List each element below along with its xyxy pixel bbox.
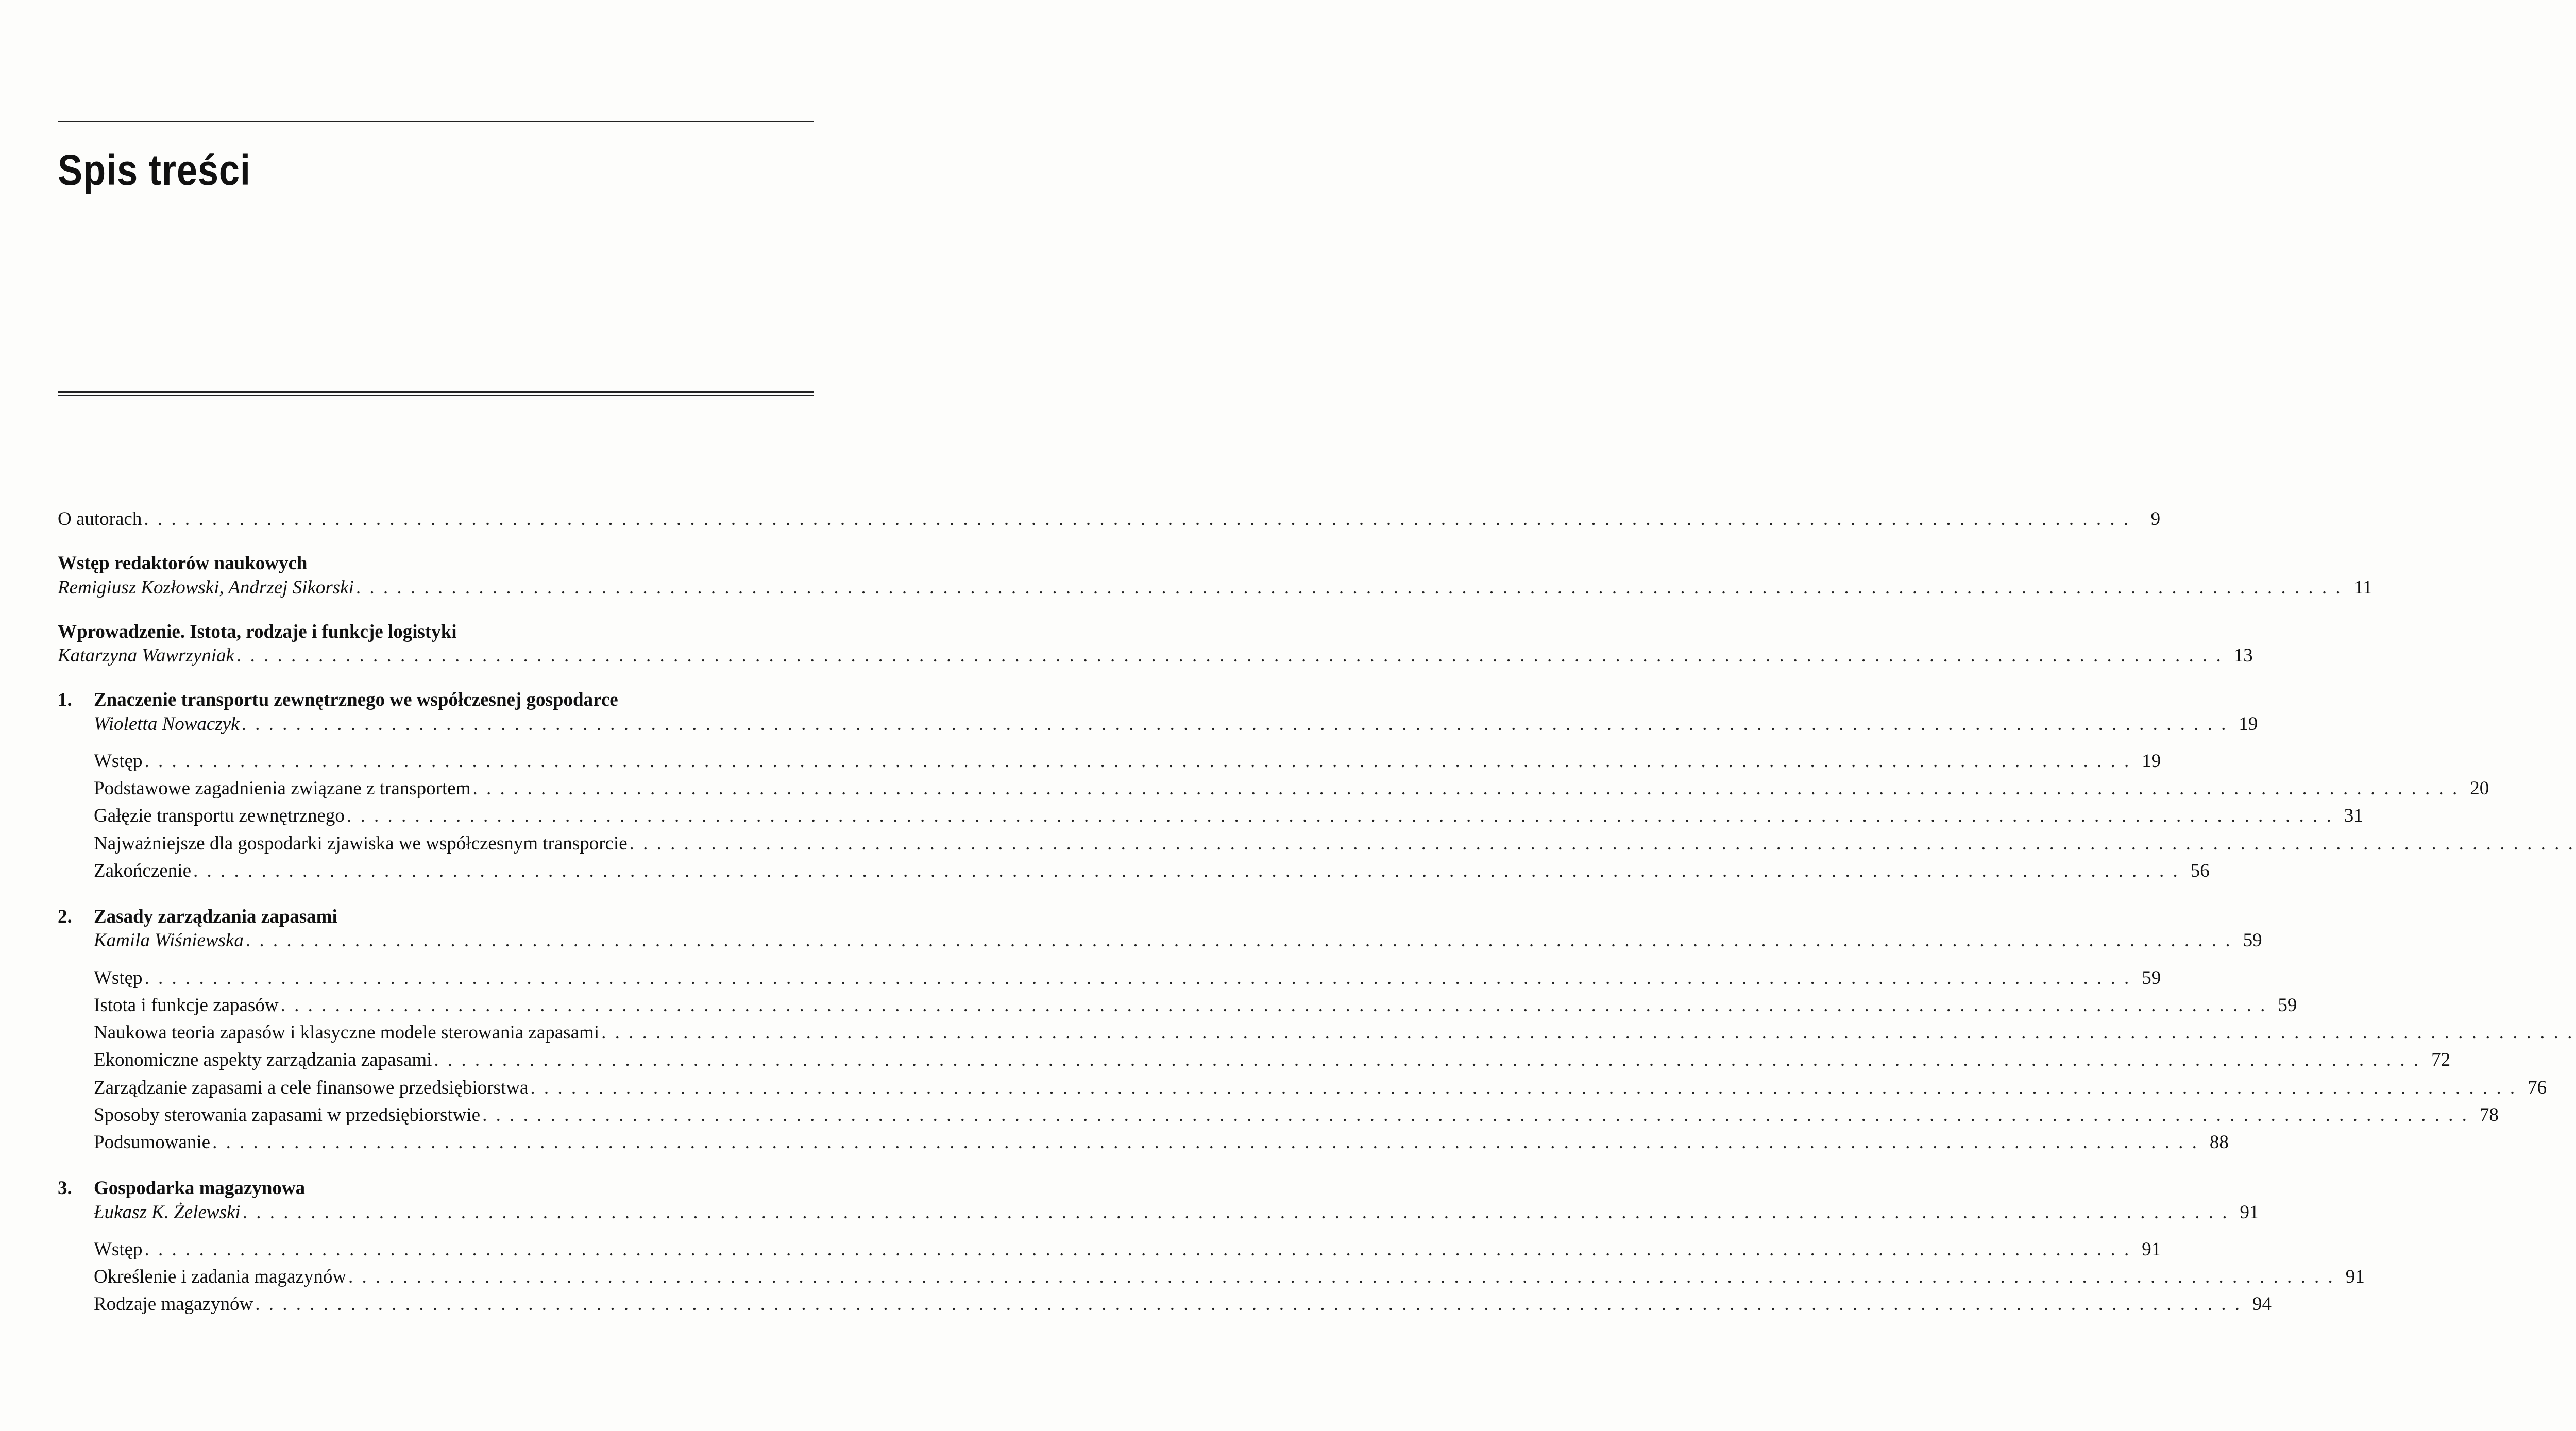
section-item xyxy=(94,1290,2272,1318)
section-title: Ekonomiczne aspekty zarządzania zapasami xyxy=(94,1049,432,1071)
leader-dots xyxy=(242,712,2228,736)
section-item xyxy=(94,1129,2229,1156)
section-item xyxy=(94,1019,814,1046)
double-rule xyxy=(58,391,814,396)
section-title: Zarządzanie zapasami a cele finansowe przedsiębiorstwa xyxy=(94,1077,529,1098)
section-item xyxy=(94,857,2210,884)
leader-dots xyxy=(482,1101,2469,1129)
section-item xyxy=(94,1236,2161,1263)
leader-dots xyxy=(630,830,2576,857)
leader-dots xyxy=(348,1263,2335,1290)
page-number: 72 xyxy=(2431,1049,2451,1071)
chapter-author: Kamila Wiśniewska xyxy=(94,930,244,951)
leader-dots xyxy=(145,964,2131,992)
leader-dots xyxy=(145,1236,2131,1263)
page-number: 9 xyxy=(2150,508,2161,530)
page-number: 56 xyxy=(2190,860,2210,881)
entry-author: Remigiusz Kozłowski, Andrzej Sikorski xyxy=(58,576,354,598)
entry-title: Wstęp redaktorów naukowych xyxy=(58,553,308,574)
section-title: Gałęzie transportu zewnętrznego xyxy=(94,805,345,827)
chapter-author: Łukasz K. Żelewski xyxy=(94,1201,241,1223)
section-title: Wstęp xyxy=(94,967,143,989)
section-item xyxy=(94,775,2489,802)
chapter-number: 2. xyxy=(58,906,72,928)
section-item xyxy=(94,964,2161,992)
toc-chapter-2 xyxy=(58,905,2547,1156)
entry-author: Katarzyna Wawrzyniak xyxy=(58,645,234,666)
section-title: Zakończenie xyxy=(94,860,191,881)
section-title: Wstęp xyxy=(94,750,143,772)
leader-dots xyxy=(145,747,2131,775)
chapter-number: 3. xyxy=(58,1178,72,1199)
toc-line xyxy=(94,1201,2259,1224)
chapter-author: Wioletta Nowaczyk xyxy=(94,713,240,735)
toc-heading-line xyxy=(94,688,2258,712)
section-title: Określenie i zadania magazynów xyxy=(94,1266,347,1288)
section-list xyxy=(58,1236,2365,1318)
chapter-body xyxy=(94,1177,2259,1224)
toc-entry-introduction xyxy=(58,620,2253,668)
page-number: 59 xyxy=(2142,967,2161,989)
toc-heading-line xyxy=(58,620,814,644)
chapter-title: Zasady zarządzania zapasami xyxy=(94,906,337,928)
page-number: 78 xyxy=(2479,1104,2499,1126)
toc-line xyxy=(58,507,2161,531)
toc-line xyxy=(58,576,2372,600)
leader-dots xyxy=(243,1201,2229,1224)
section-list xyxy=(58,747,2489,884)
leader-dots xyxy=(236,644,2223,668)
leader-dots xyxy=(530,1074,2517,1101)
entry-title: Wprowadzenie. Istota, rodzaje i funkcje logistyki xyxy=(58,621,457,642)
page-number: 88 xyxy=(2209,1132,2229,1153)
section-title: Najważniejsze dla gospodarki zjawiska we współczesnym transporcie xyxy=(94,832,628,854)
page-number: 59 xyxy=(2278,994,2297,1016)
section-title: Naukowa teoria zapasów i klasyczne modele sterowania zapasami xyxy=(94,1022,600,1044)
page-number: 20 xyxy=(2470,778,2489,799)
chapter-number: 1. xyxy=(58,689,72,711)
section-title: Sposoby sterowania zapasami w przedsiębiorstwie xyxy=(94,1104,481,1126)
page-number: 76 xyxy=(2528,1077,2547,1098)
leader-dots xyxy=(212,1129,2199,1156)
leader-dots xyxy=(193,857,2180,884)
toc-entry-editors-intro xyxy=(58,552,2372,600)
section-item xyxy=(94,1046,2451,1074)
leader-dots xyxy=(601,1019,2576,1046)
toc-chapter-3 xyxy=(58,1177,2365,1318)
page-number: 13 xyxy=(2233,645,2253,666)
leader-dots xyxy=(434,1046,2420,1074)
toc-heading-line xyxy=(94,1177,2259,1200)
section-title: Rodzaje magazynów xyxy=(94,1293,253,1315)
section-item xyxy=(94,802,2363,829)
page-number: 91 xyxy=(2240,1201,2259,1223)
page-number: 91 xyxy=(2142,1238,2161,1260)
chapter-body xyxy=(94,905,2262,953)
page-number: 59 xyxy=(2243,930,2262,951)
section-item xyxy=(94,830,814,857)
leader-dots xyxy=(144,507,2130,531)
toc-entry-authors xyxy=(58,507,2161,531)
leader-dots xyxy=(356,576,2343,600)
chapter-head xyxy=(58,688,2258,736)
section-item xyxy=(94,1263,2365,1290)
section-item xyxy=(94,1101,2499,1129)
chapter-title: Znaczenie transportu zewnętrznego we współczesnej gospodarce xyxy=(94,689,618,711)
section-title: Podsumowanie xyxy=(94,1132,211,1153)
page-number: 11 xyxy=(2353,576,2372,598)
toc-heading-line xyxy=(94,905,2262,929)
toc-heading-line xyxy=(58,552,814,575)
page-title: Spis treści xyxy=(58,146,251,194)
table-of-contents xyxy=(58,507,2547,1339)
toc-line xyxy=(94,929,2262,952)
page-number: 91 xyxy=(2345,1266,2365,1288)
section-item xyxy=(94,992,2297,1019)
chapter-body xyxy=(94,688,2258,736)
leader-dots xyxy=(255,1290,2242,1318)
leader-dots xyxy=(281,992,2267,1019)
chapter-head xyxy=(58,905,2262,953)
section-list xyxy=(58,964,2547,1156)
leader-dots xyxy=(472,775,2459,802)
top-rule xyxy=(58,121,814,122)
page-number: 31 xyxy=(2344,805,2363,827)
section-title: Wstęp xyxy=(94,1238,143,1260)
chapter-head xyxy=(58,1177,2259,1224)
page-number: 19 xyxy=(2239,713,2258,735)
leader-dots xyxy=(246,929,2232,952)
section-item xyxy=(94,1074,2547,1101)
chapter-title: Gospodarka magazynowa xyxy=(94,1178,306,1199)
page-number: 19 xyxy=(2142,750,2161,772)
entry-title: O autorach xyxy=(58,508,142,530)
toc-chapter-1 xyxy=(58,688,2489,884)
toc-line xyxy=(94,712,2258,736)
section-title: Istota i funkcje zapasów xyxy=(94,994,279,1016)
section-title: Podstawowe zagadnienia związane z transportem xyxy=(94,778,471,799)
section-item xyxy=(94,747,2161,775)
leader-dots xyxy=(347,802,2333,829)
toc-line xyxy=(58,644,2253,668)
page-number: 94 xyxy=(2252,1293,2272,1315)
